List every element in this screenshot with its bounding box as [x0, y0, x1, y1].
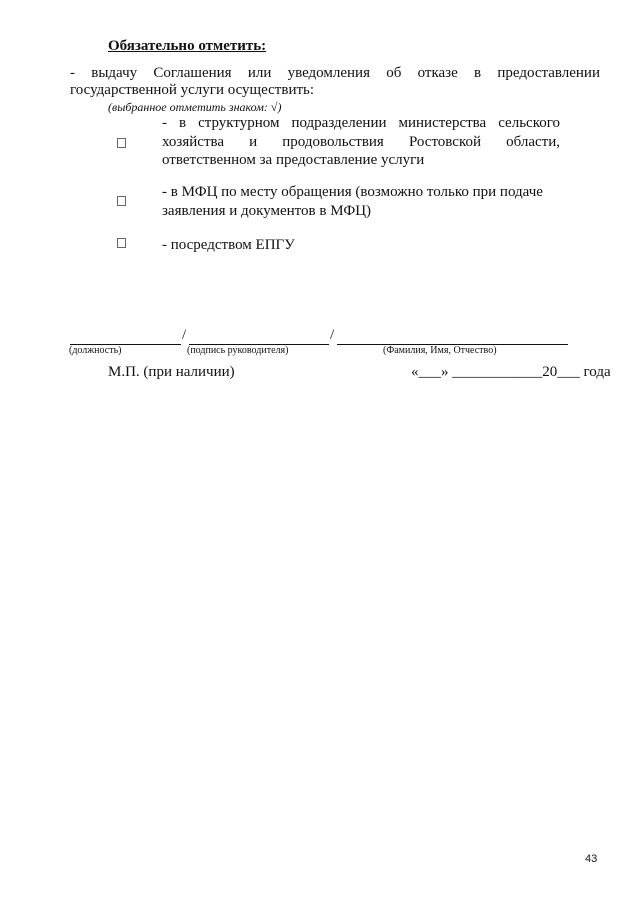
option-ministry-checkbox[interactable] [117, 138, 126, 148]
stamp-label: М.П. (при наличии) [108, 364, 235, 380]
option-ministry-line: хозяйства и продовольствия Ростовской области, [162, 133, 560, 150]
option-epgu-text [162, 236, 560, 255]
page-number: 43 [585, 853, 598, 865]
signature-caption: (подпись руководителя) [187, 345, 289, 356]
form-heading: Обязательно отметить: [108, 38, 267, 54]
option-ministry-line: - в структурном подразделении министерства сельского [162, 115, 560, 131]
option-epgu-line: - посредством ЕПГУ [162, 237, 295, 253]
delivery-instruction-line2: государственной услуги осуществить: [70, 82, 315, 98]
option-mfc-checkbox[interactable] [117, 196, 126, 206]
separator-slash: / [182, 327, 187, 343]
option-mfc-line: заявления и документов в МФЦ) [162, 202, 372, 219]
option-mfc-line: - в МФЦ по месту обращения (возможно только при подаче [162, 184, 543, 200]
option-mfc-text [162, 183, 560, 220]
option-epgu-checkbox[interactable] [117, 238, 126, 248]
delivery-instruction-line1: - выдачу Соглашения или уведомления об отказе в предоставлении [70, 65, 600, 81]
marking-hint: (выбранное отметить знаком: √) [108, 100, 282, 114]
position-caption: (должность) [69, 345, 122, 356]
option-ministry-text [162, 114, 560, 170]
date-line: «___» ____________20___ года [411, 364, 611, 380]
signature-lines [70, 329, 570, 345]
full-name-caption: (Фамилия, Имя, Отчество) [383, 345, 497, 356]
separator-slash: / [330, 327, 335, 343]
option-ministry-line: ответственном за предоставление услуги [162, 152, 425, 168]
